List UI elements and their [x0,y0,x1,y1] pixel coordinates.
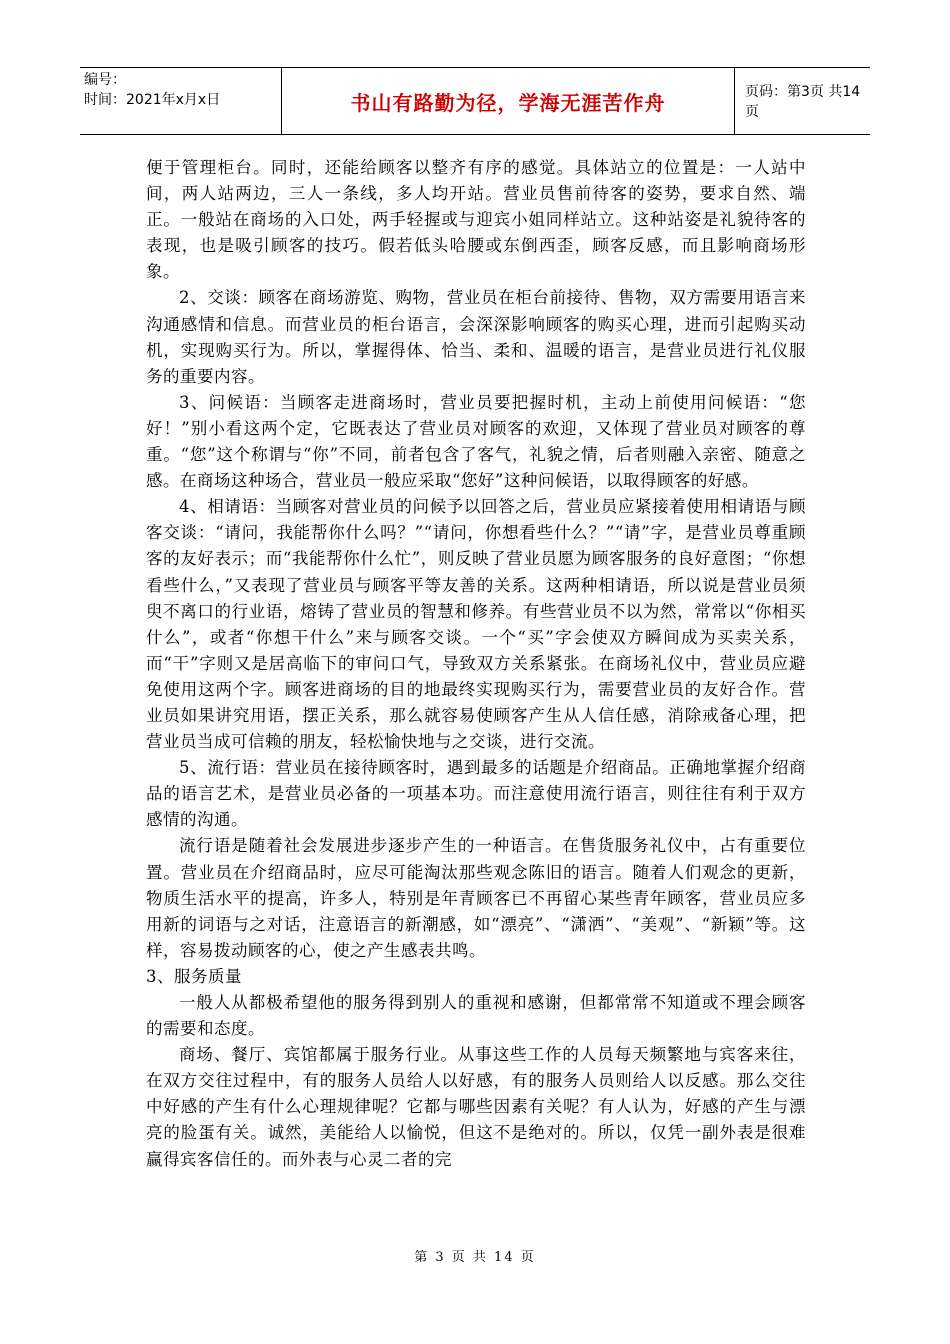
document-body [146,155,806,1173]
section-heading: 3、服务质量 [146,966,242,986]
paragraph: 3、问候语：当顾客走进商场时，营业员要把握时机，主动上前使用问候语：“您好！”别小看这两个定，它既表达了营业员对顾客的欢迎，又体现了营业员对顾客的尊重。“您”这个称谓与“你”不同，前者包含了客气，礼貌之情，后者则融入亲密、随意之感。在商场这种场合，营业员一般应采取“您好”这种问候语，以取得顾客的好感。 [146,392,806,491]
header-meta [80,68,282,134]
page-footer: 第 3 页 共 14 页 [414,1250,536,1265]
header-motto: 书山有路勤为径，学海无涯苦作舟 [282,68,735,134]
paragraph: 商场、餐厅、宾馆都属于服务行业。从事这些工作的人员每天频繁地与宾客来往，在双方交往过程中，有的服务人员给人以好感，有的服务人员则给人以反感。那么交往中好感的产生有什么心理规律呢？它都与哪些因素有关呢？有人认为，好感的产生与漂亮的脸蛋有关。诚然，美能给人以愉悦，但这不是绝对的。所以，仅凭一副外表是很难赢得宾客信任的。而外表与心灵二者的完 [146,1045,806,1169]
paragraph: 2、交谈：顾客在商场游览、购物，营业员在柜台前接待、售物，双方需要用语言来沟通感情和信息。而营业员的柜台语言，会深深影响顾客的购买心理，进而引起购买动机，实现购买行为。所以，掌握得体、恰当、柔和、温暖的语言，是营业员进行礼仪服务的重要内容。 [146,288,806,386]
document-date: 时间：2021年x月x日 [84,92,221,108]
paragraph: 一般人从都极希望他的服务得到别人的重视和感谢，但都常常不知道或不理会顾客的需要和态度。 [146,993,806,1039]
paragraph: 便于管理柜台。同时，还能给顾客以整齐有序的感觉。具体站立的位置是：一人站中间，两人站两边，三人一条线，多人均开站。营业员售前待客的姿势，要求自然、端正。一般站在商场的入口处，两手轻握或与迎宾小姐同样站立。这种站姿是礼貌待客的表现，也是吸引顾客的技巧。假若低头哈腰或东倒西歪，顾客反感，而且影响商场形象。 [146,158,806,282]
paragraph: 4、相请语：当顾客对营业员的问候予以回答之后，营业员应紧接着使用相请语与顾客交谈：“请问，我能帮你什么吗？”“请问，你想看些什么？”“请”字，是营业员尊重顾客的友好表示；而“我能帮你什么忙”，则反映了营业员愿为顾客服务的良好意图；“你想看些什么，”又表现了营业员与顾客平等友善的关系。这两种相请语，所以说是营业员须臾不离口的行业语，熔铸了营业员的智慧和修养。有些营业员不以为然，常常以“你相买什么”，或者“你想干什么”来与顾客交谈。一个“买”字会使双方瞬间成为买卖关系，而“干”字则又是居高临下的审问口气，导致双方关系紧张。在商场礼仪中，营业员应避免使用这两个字。顾客进商场的目的地最终实现购买行为，需要营业员的友好合作。营业员如果讲究用语，摆正关系，那么就容易使顾客产生从人信任感，消除戒备心理，把营业员当成可信赖的朋友，轻松愉快地与之交谈，进行交流。 [146,497,806,752]
paragraph: 流行语是随着社会发展进步逐步产生的一种语言。在售货服务礼仪中，占有重要位置。营业员在介绍商品时，应尽可能淘汰那些观念陈旧的语言。随着人们观念的更新，物质生活水平的提高，许多人，特别是年青顾客已不再留心某些青年顾客，营业员应多用新的词语与之对话，注意语言的新潮感，如“漂亮”、“潇洒”、“美观”、“新颖”等。这样，容易拨动顾客的心，使之产生感表共鸣。 [146,836,806,960]
header-page-info: 页码：第3页 共14页 [745,84,861,120]
page-header [80,67,870,135]
document-number-label: 编号： [84,72,126,88]
paragraph: 5、流行语：营业员在接待顾客时，遇到最多的话题是介绍商品。正确地掌握介绍商品的语言艺术，是营业员必备的一项基本功。而注意使用流行语言，则往往有利于双方感情的沟通。 [146,758,806,830]
